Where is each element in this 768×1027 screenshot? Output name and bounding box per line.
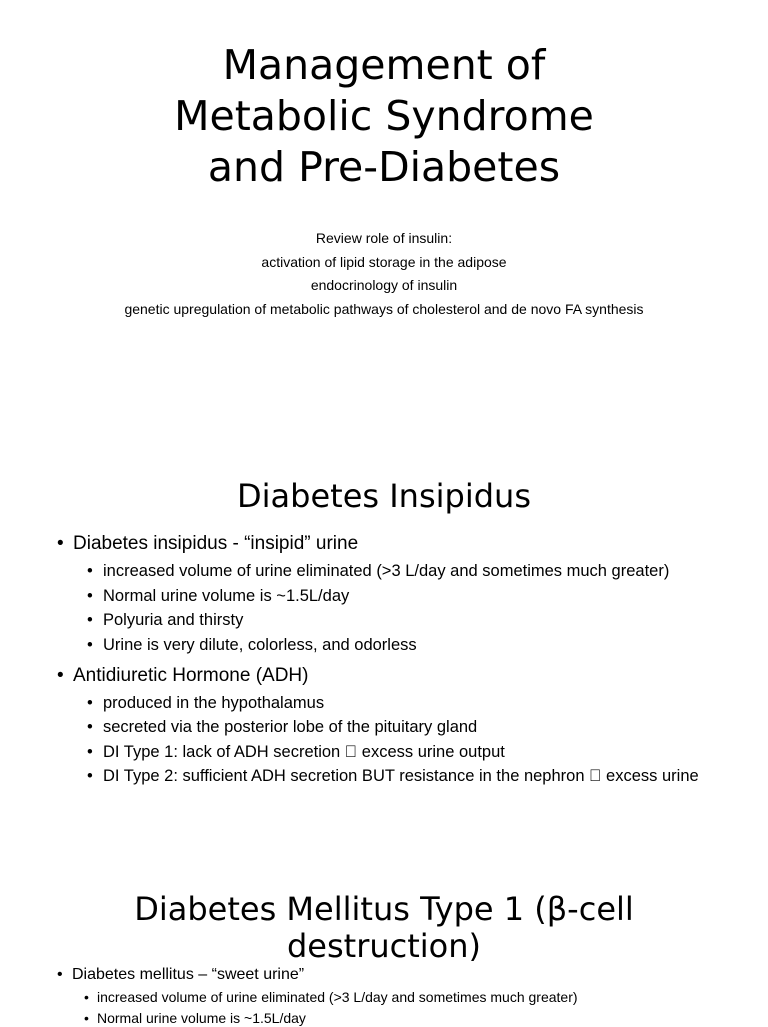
slide-3-title	[0, 891, 768, 965]
slide-1-title-line: Management of	[222, 41, 546, 89]
bullet-item: • Antidiuretic Hormone (ADH)	[57, 664, 727, 688]
sub-bullet-item: • Normal urine volume is ~1.5L/day	[87, 586, 727, 607]
slide-1-title-line: and Pre-Diabetes	[207, 143, 561, 191]
slide-1-title-line: Metabolic Syndrome	[174, 92, 594, 140]
sub-bullet-item: • DI Type 2: sufficient ADH secretion BUT resistance in the nephron   excess urine	[87, 766, 727, 787]
bullet-item: • Diabetes insipidus - “insipid” urine	[57, 532, 727, 556]
subtitle-line: Review role of insulin:	[315, 230, 453, 246]
slide-2-bullet-list	[57, 532, 727, 787]
sub-bullet-item: • Urine is very dilute, colorless, and odorless	[87, 635, 727, 656]
sub-bullet-item: • Normal urine volume is ~1.5L/day	[84, 1009, 727, 1027]
slide-3-title-line: destruction)	[286, 927, 482, 965]
subtitle-line: genetic upregulation of metabolic pathways of cholesterol and de novo FA synthesis	[124, 300, 644, 317]
sub-bullet-item: • Polyuria and thirsty	[87, 610, 727, 631]
slide-3-bullet-list	[57, 965, 727, 1027]
sub-bullet-item: • secreted via the posterior lobe of the pituitary gland	[87, 717, 727, 738]
slide-3-title-line: Diabetes Mellitus Type 1 (β-cell	[134, 890, 634, 928]
slide-1-title	[0, 40, 768, 193]
sub-bullet-item: • increased volume of urine eliminated (>3 L/day and sometimes much greater)	[84, 988, 727, 1006]
subtitle-line: endocrinology of insulin	[310, 277, 458, 293]
sub-bullet-item: • increased volume of urine eliminated (>3 L/day and sometimes much greater)	[87, 561, 727, 582]
slide-2-title: Diabetes Insipidus	[237, 477, 531, 515]
sub-bullet-item: • produced in the hypothalamus	[87, 693, 727, 714]
slide-1-subtitle	[0, 227, 768, 321]
subtitle-line: activation of lipid storage in the adipose	[261, 253, 507, 270]
sub-bullet-item: • DI Type 1: lack of ADH secretion   excess urine output	[87, 742, 727, 763]
bullet-item: • Diabetes mellitus – “sweet urine”	[57, 965, 727, 985]
